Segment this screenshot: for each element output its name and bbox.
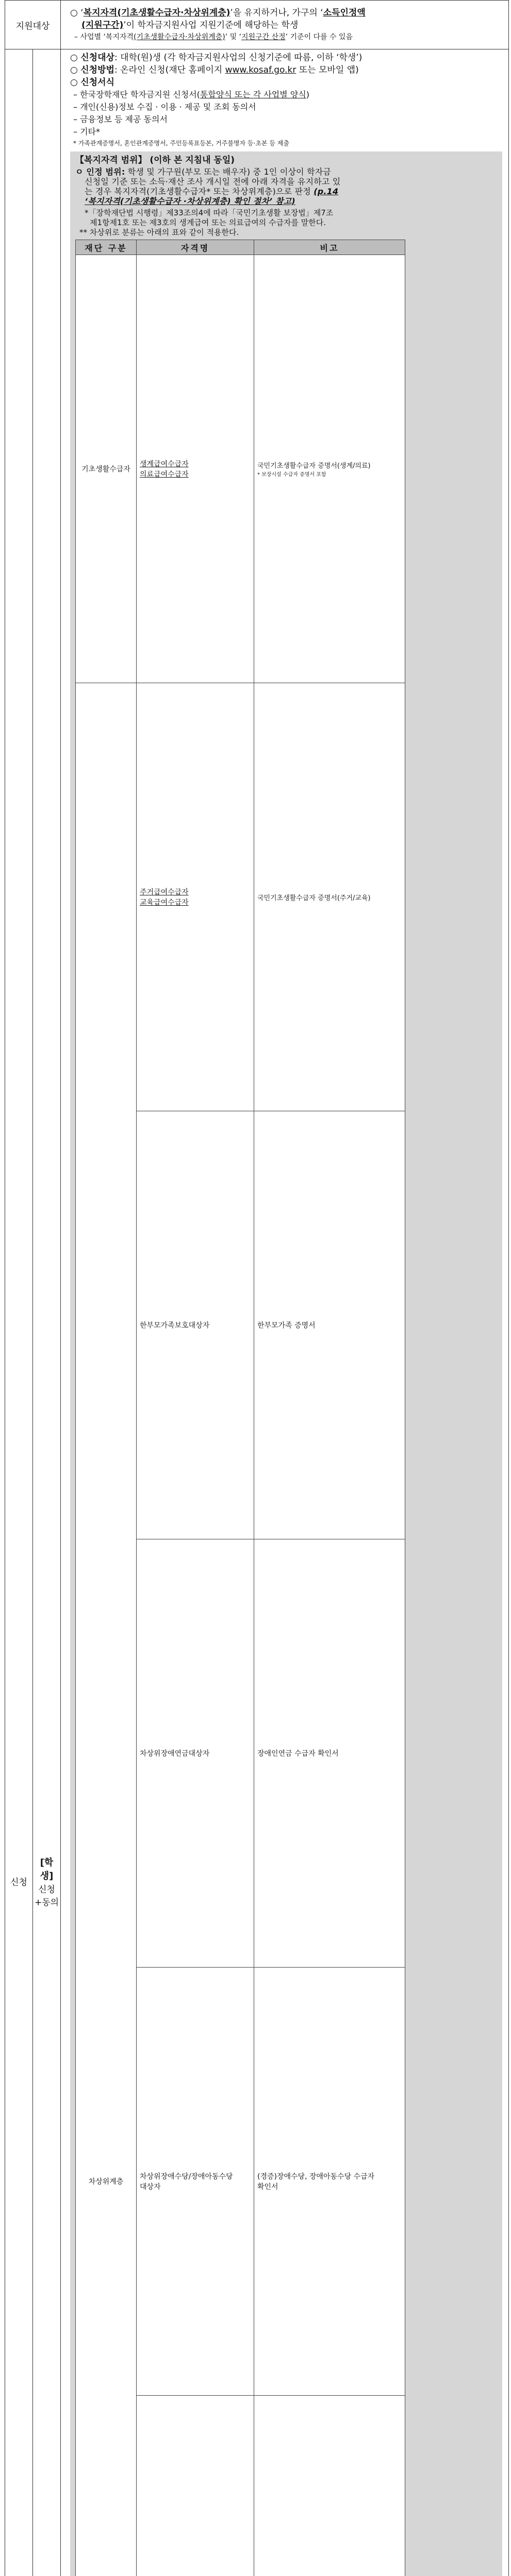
remark-cell: 한부모가족 증명서 (254, 1111, 405, 1539)
application-row (5, 49, 509, 2576)
welfare-scope-box (70, 151, 502, 2576)
application-content (61, 49, 509, 2576)
welfare-scope-heading: 【복지자격 범위】 (이하 본 지침내 동일) (75, 154, 500, 167)
applicant-cell (33, 49, 61, 2576)
qualification-cell: 한부모가족보호대상자 (137, 1111, 254, 1539)
scope-note-1: *「장학재단법 시행령」제33조의4에 따라「국민기초생활 보장법」제7조 (75, 206, 500, 218)
application-label: 신청 (5, 49, 33, 2576)
col-header: 비고 (254, 240, 405, 255)
eligibility-row (5, 1, 509, 49)
qualification-cell (137, 2396, 254, 2576)
document-page (0, 0, 511, 475)
eligibility-line-1: ○ ‘복지자격(기초생활수급자·차상위계층)’을 유지하거나, 가구의 ‘소득인정액 (70, 7, 502, 19)
scope-para-line: 는 경우 복지자격(기초생활수급자* 또는 차상위계층)으로 판정 (p.14 (75, 187, 500, 196)
qualification-cell: 차상위장애연금대상자 (137, 1539, 254, 1968)
form-footnote: * 가족관계증명서, 혼인관계증명서, 주민등록표등본, 거주불명자 등·초본 등 제출 (70, 138, 502, 148)
kosaf-link[interactable]: www.kosaf.go.kr (225, 65, 296, 75)
qualification-table (75, 240, 405, 2576)
category-cell: 기초생활수급자 (76, 255, 137, 683)
scope-note-2: ** 차상위로 분류는 아래의 표와 같이 적용한다. (75, 228, 500, 238)
apply-method: ○ 신청방법: 온라인 신청(재단 홈페이지 www.kosaf.go.kr 또는 모바일 앱) (70, 64, 502, 76)
table-row (76, 683, 405, 1111)
form-item: – 금융정보 등 제공 동의서 (70, 113, 502, 126)
remark-cell: (경증)장애수당, 장애아동수당 수급자 확인서 (254, 1968, 405, 2396)
scope-para: ㅇ 인정 범위: 학생 및 가구원(부모 또는 배우자) 중 1인 이상이 학자금 (75, 167, 500, 177)
qualification-cell: 차상위장애수당/장애아동수당 대상자 (137, 1968, 254, 2396)
form-item: – 기타* (70, 126, 502, 138)
applicant-role: [학생] (34, 1855, 60, 1882)
qualification-cell: 주거급여수급자 교육급여수급자 (137, 683, 254, 1111)
scope-para-line: ‘복지자격(기초생활수급자 ·차상위계층) 확인 절차’ 참고) (75, 196, 500, 206)
scope-note-1-line2: 제1항제1호 또는 제3호의 생계급여 또는 의료급여의 수급자를 말한다. (75, 218, 500, 228)
apply-forms: ○ 신청서식 (70, 76, 502, 89)
remark-cell (254, 2396, 405, 2576)
form-item: – 개인(신용)정보 수집 · 이용 · 제공 및 조회 동의서 (70, 101, 502, 113)
applicant-action: 신청+동의 (34, 1882, 60, 1908)
eligibility-label: 지원대상 (5, 1, 61, 49)
scope-para-line: 신청일 기준 또는 소득·재산 조사 개시일 전에 아래 자격을 유지하고 있 (75, 177, 500, 187)
qualification-cell: 생계급여수급자 의료급여수급자 (137, 255, 254, 683)
guideline-table (5, 0, 509, 2576)
eligibility-line-2: (지원구간)’이 학자금지원사업 지원기준에 해당하는 학생 (70, 19, 502, 31)
eligibility-line-3: – 사업별 ‘복지자격(기초생활수급자·차상위계층)’ 및 ‘지원구간 산정’ 기준이 다를 수 있음 (70, 31, 502, 43)
form-item: – 한국장학재단 학자금지원 신청서(통합양식 또는 각 사업별 양식) (70, 89, 502, 101)
category-cell: 차상위계층 (76, 683, 137, 2576)
col-header: 재단 구분 (76, 240, 137, 255)
remark-cell: 국민기초생활수급자 증명서(생계/의료) * 보장시설 수급자 증명서 포함 (254, 255, 405, 683)
table-row (76, 255, 405, 683)
remark-cell: 국민기초생활수급자 증명서(주거/교육) (254, 683, 405, 1111)
col-header: 자격명 (137, 240, 254, 255)
apply-target: ○ 신청대상: 대학(원)생 (각 학자금지원사업의 신청기준에 따름, 이하 ‘학생’) (70, 52, 502, 64)
remark-cell: 장애인연금 수급자 확인서 (254, 1539, 405, 1968)
eligibility-content (61, 1, 509, 49)
